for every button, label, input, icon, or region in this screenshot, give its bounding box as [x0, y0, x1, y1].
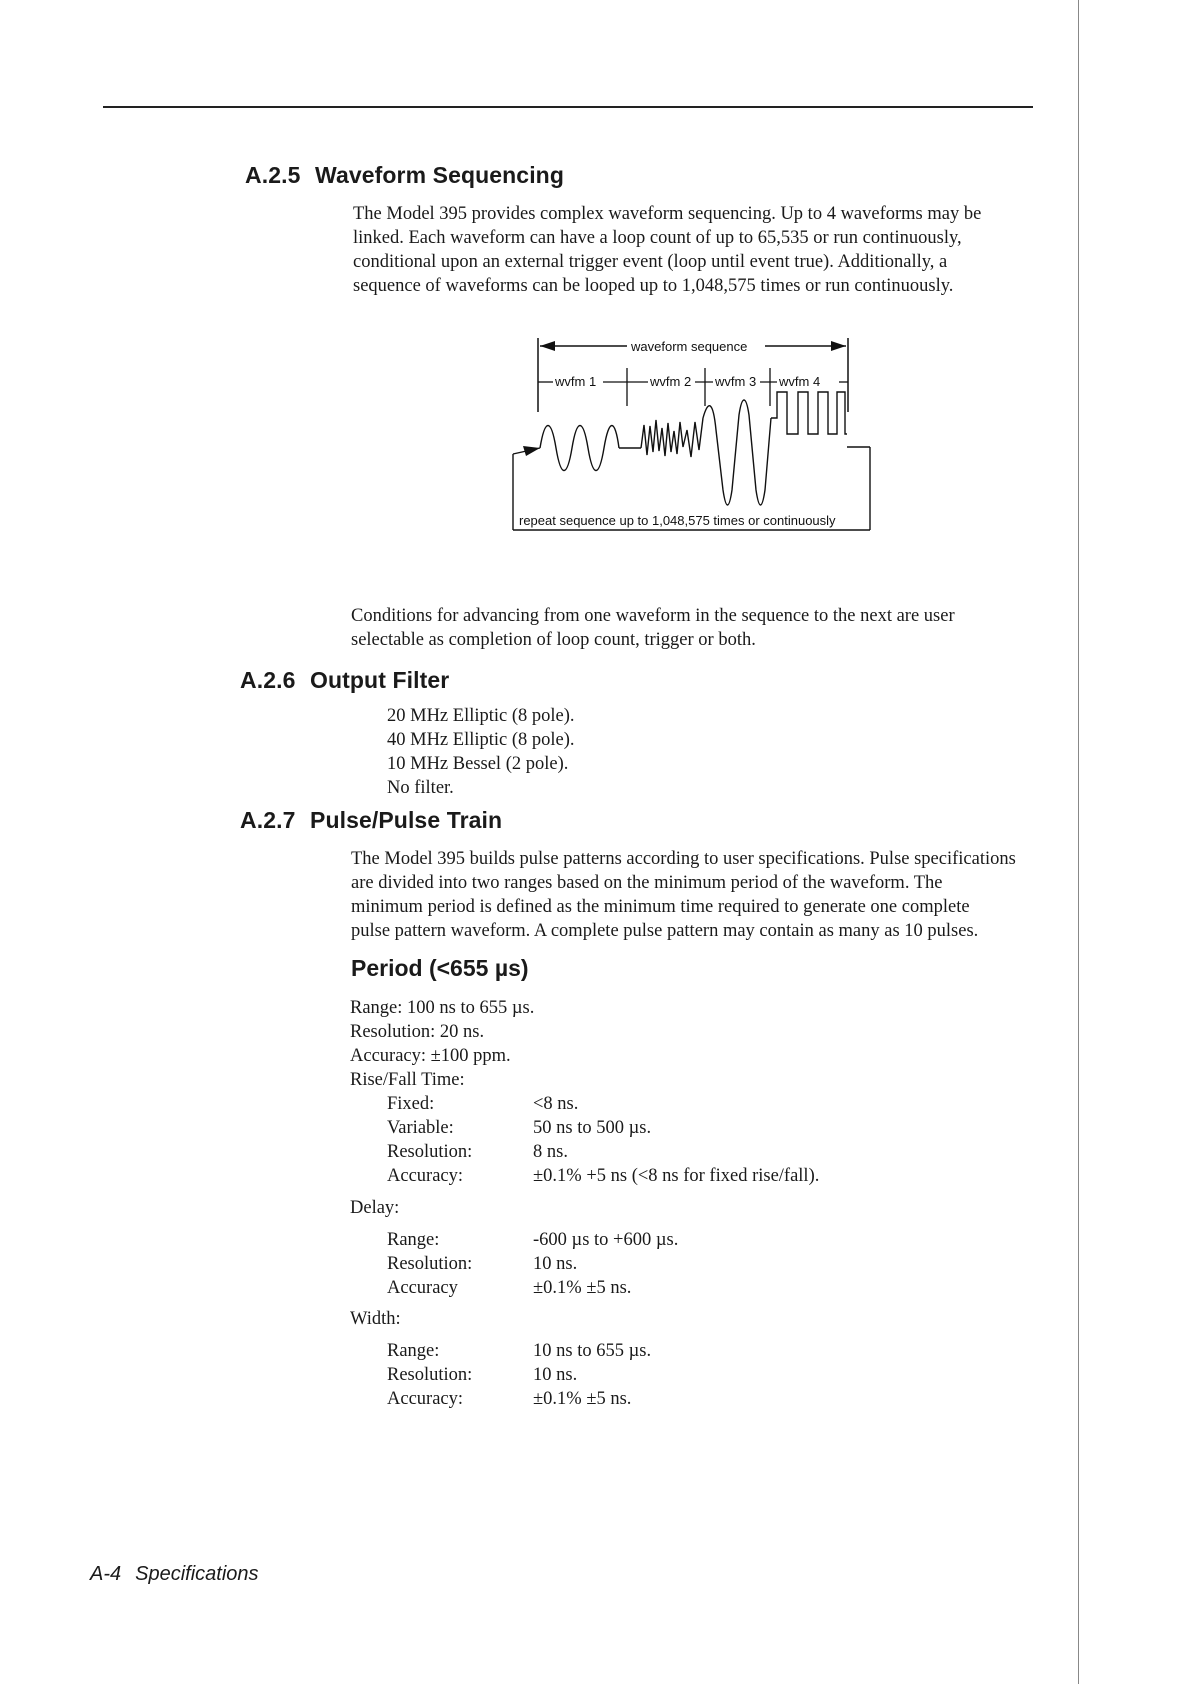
filter-item: 40 MHz Elliptic (8 pole).	[387, 730, 575, 750]
spec-label: Fixed:	[387, 1094, 435, 1114]
para-line: linked. Each waveform can have a loop count of up to 65,535 or run continuously,	[353, 228, 962, 248]
spec-value: ±0.1% ±5 ns.	[533, 1389, 632, 1409]
spec-label: Range:	[387, 1341, 440, 1361]
spec-label: Range:	[387, 1230, 440, 1250]
spec-label: Accuracy:	[387, 1389, 464, 1409]
para-line: Conditions for advancing from one waveform in the sequence to the next are user	[351, 606, 955, 626]
spec-value: <8 ns.	[533, 1094, 579, 1114]
para-line: pulse pattern waveform. A complete pulse pattern may contain as many as 10 pulses.	[351, 921, 979, 941]
arrow-right-icon	[831, 341, 846, 351]
waveform-trace	[513, 392, 870, 530]
spec-value: 10 ns.	[533, 1254, 578, 1274]
filter-item: 20 MHz Elliptic (8 pole).	[387, 706, 575, 726]
spec-value: ±0.1% ±5 ns.	[533, 1278, 632, 1298]
period-heading	[351, 955, 529, 982]
para-line: selectable as completion of loop count, trigger or both.	[351, 630, 756, 650]
waveform-sequence-diagram	[495, 330, 905, 575]
para-line: minimum period is defined as the minimum time required to generate one complete	[351, 897, 970, 917]
spec-label: Resolution:	[387, 1365, 473, 1385]
delay-heading: Delay:	[350, 1198, 400, 1218]
para-line: sequence of waveforms can be looped up to 1,048,575 times or run continuously.	[353, 276, 954, 296]
spec-value: 8 ns.	[533, 1142, 568, 1162]
wvfm-label-2: wvfm 2	[650, 374, 692, 389]
filter-item: 10 MHz Bessel (2 pole).	[387, 754, 569, 774]
period-subtitle: (<655 µs)	[422, 955, 529, 981]
para-line: conditional upon an external trigger event (loop until event true). Additionally, a	[353, 252, 948, 272]
spec-value: ±0.1% +5 ns (<8 ns for fixed rise/fall).	[533, 1166, 820, 1186]
heading-title: Waveform Sequencing	[315, 162, 564, 188]
heading-a27	[240, 807, 502, 834]
spec-value: -600 µs to +600 µs.	[533, 1230, 679, 1250]
width-heading: Width:	[350, 1309, 401, 1329]
spec-value: 10 ns to 655 µs.	[533, 1341, 652, 1361]
sequence-label: waveform sequence	[631, 339, 748, 354]
wvfm-label-1: wvfm 1	[555, 374, 597, 389]
heading-a26	[240, 667, 449, 694]
risefall-heading: Rise/Fall Time:	[350, 1070, 465, 1090]
spec-label: Variable:	[387, 1118, 454, 1138]
arrow-left-icon	[540, 341, 555, 351]
wvfm-label-3: wvfm 3	[715, 374, 757, 389]
heading-number: A.2.7	[240, 807, 296, 833]
period-range: Range: 100 ns to 655 µs.	[350, 998, 535, 1018]
spec-label: Resolution:	[387, 1142, 473, 1162]
wvfm-label-4: wvfm 4	[779, 374, 821, 389]
para-line: The Model 395 builds pulse patterns according to user specifications. Pulse specifications	[351, 849, 1016, 869]
period-title: Period	[351, 955, 423, 981]
para-line: are divided into two ranges based on the minimum period of the waveform. The	[351, 873, 943, 893]
spec-label: Resolution:	[387, 1254, 473, 1274]
page-number: A-4	[90, 1563, 122, 1585]
para-line: The Model 395 provides complex waveform sequencing. Up to 4 waveforms may be	[353, 204, 982, 224]
spec-value: 10 ns.	[533, 1365, 578, 1385]
page-edge-line	[1078, 0, 1079, 1684]
spec-label: Accuracy	[387, 1278, 458, 1298]
page-footer	[90, 1563, 259, 1586]
period-resolution: Resolution: 20 ns.	[350, 1022, 485, 1042]
loop-arrow-icon	[523, 446, 540, 456]
heading-number: A.2.6	[240, 667, 296, 693]
heading-a25	[245, 162, 564, 189]
spec-label: Accuracy:	[387, 1166, 464, 1186]
spec-value: 50 ns to 500 µs.	[533, 1118, 652, 1138]
filter-item: No filter.	[387, 778, 454, 798]
header-rule	[103, 106, 1033, 108]
heading-title: Output Filter	[310, 667, 450, 693]
footer-section: Specifications	[135, 1563, 259, 1585]
heading-number: A.2.5	[245, 162, 301, 188]
heading-title: Pulse/Pulse Train	[310, 807, 503, 833]
repeat-label: repeat sequence up to 1,048,575 times or continuously	[519, 513, 836, 528]
period-accuracy: Accuracy: ±100 ppm.	[350, 1046, 511, 1066]
